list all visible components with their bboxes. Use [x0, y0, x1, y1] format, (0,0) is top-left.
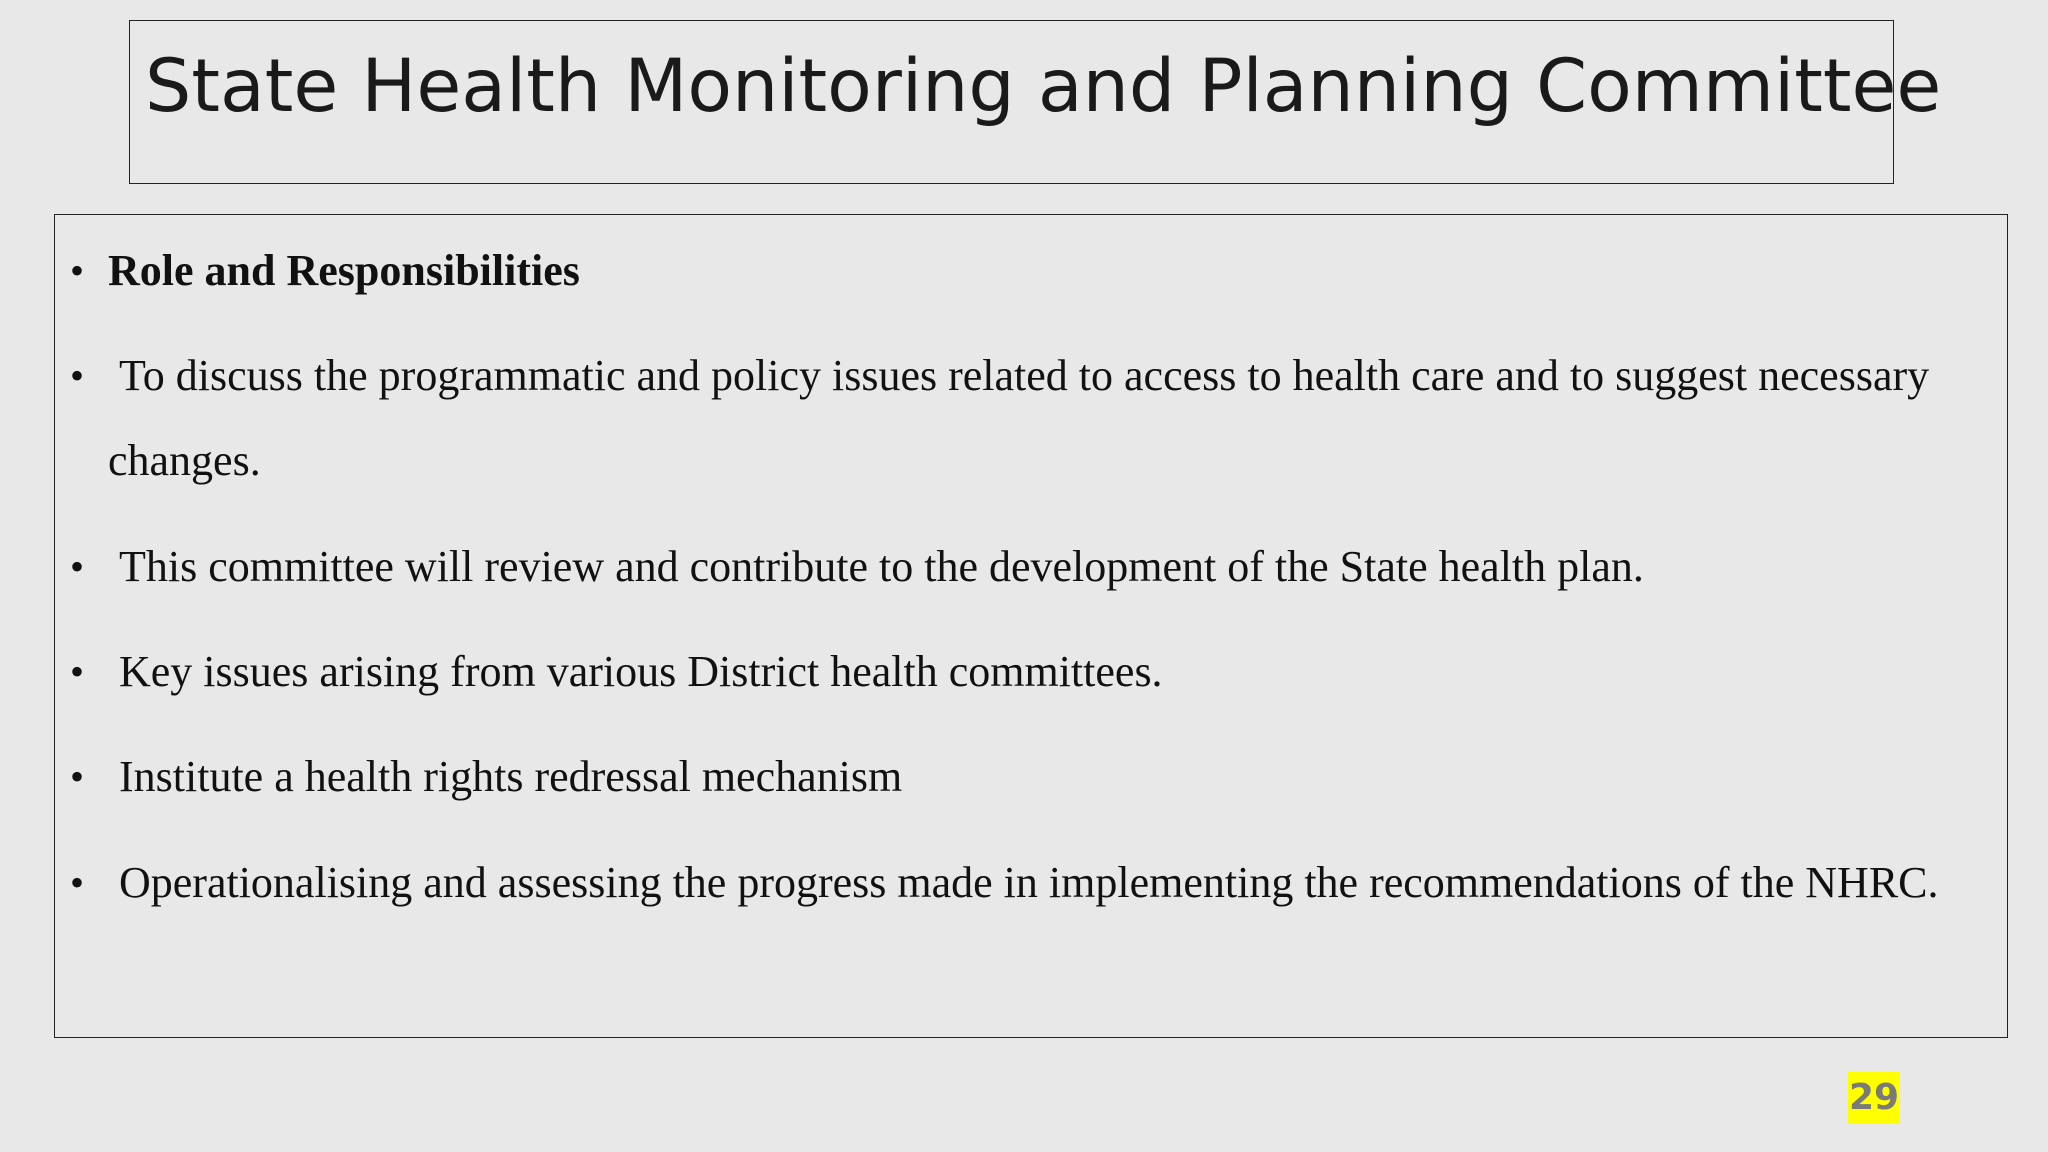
bullet-text: To discuss the programmatic and policy issues related to access to health care and to suggest necessary changes.	[108, 351, 1941, 485]
title-box	[129, 20, 1942, 184]
bullet-text: This committee will review and contribute to the development of the State health plan.	[108, 542, 1644, 591]
bullet-text: Institute a health rights redressal mechanism	[108, 752, 903, 801]
bullet-text: Operationalising and assessing the progress made in implementing the recommendations of the NHRC.	[108, 858, 1939, 907]
bullet-dot: •	[70, 544, 85, 589]
bullet-dot: •	[70, 649, 85, 694]
slide-title: State Health Monitoring and Planning Committee	[145, 44, 1942, 129]
bullet-dot: •	[70, 860, 85, 905]
bullet-dot: •	[70, 754, 85, 799]
bullet-dot: •	[70, 248, 85, 293]
page-number: 29	[1848, 1072, 1900, 1124]
bullet-dot: •	[70, 353, 85, 398]
bullet-text: Key issues arising from various District health committees.	[108, 647, 1163, 696]
bullet-text: Role and Responsibilities	[108, 246, 580, 295]
